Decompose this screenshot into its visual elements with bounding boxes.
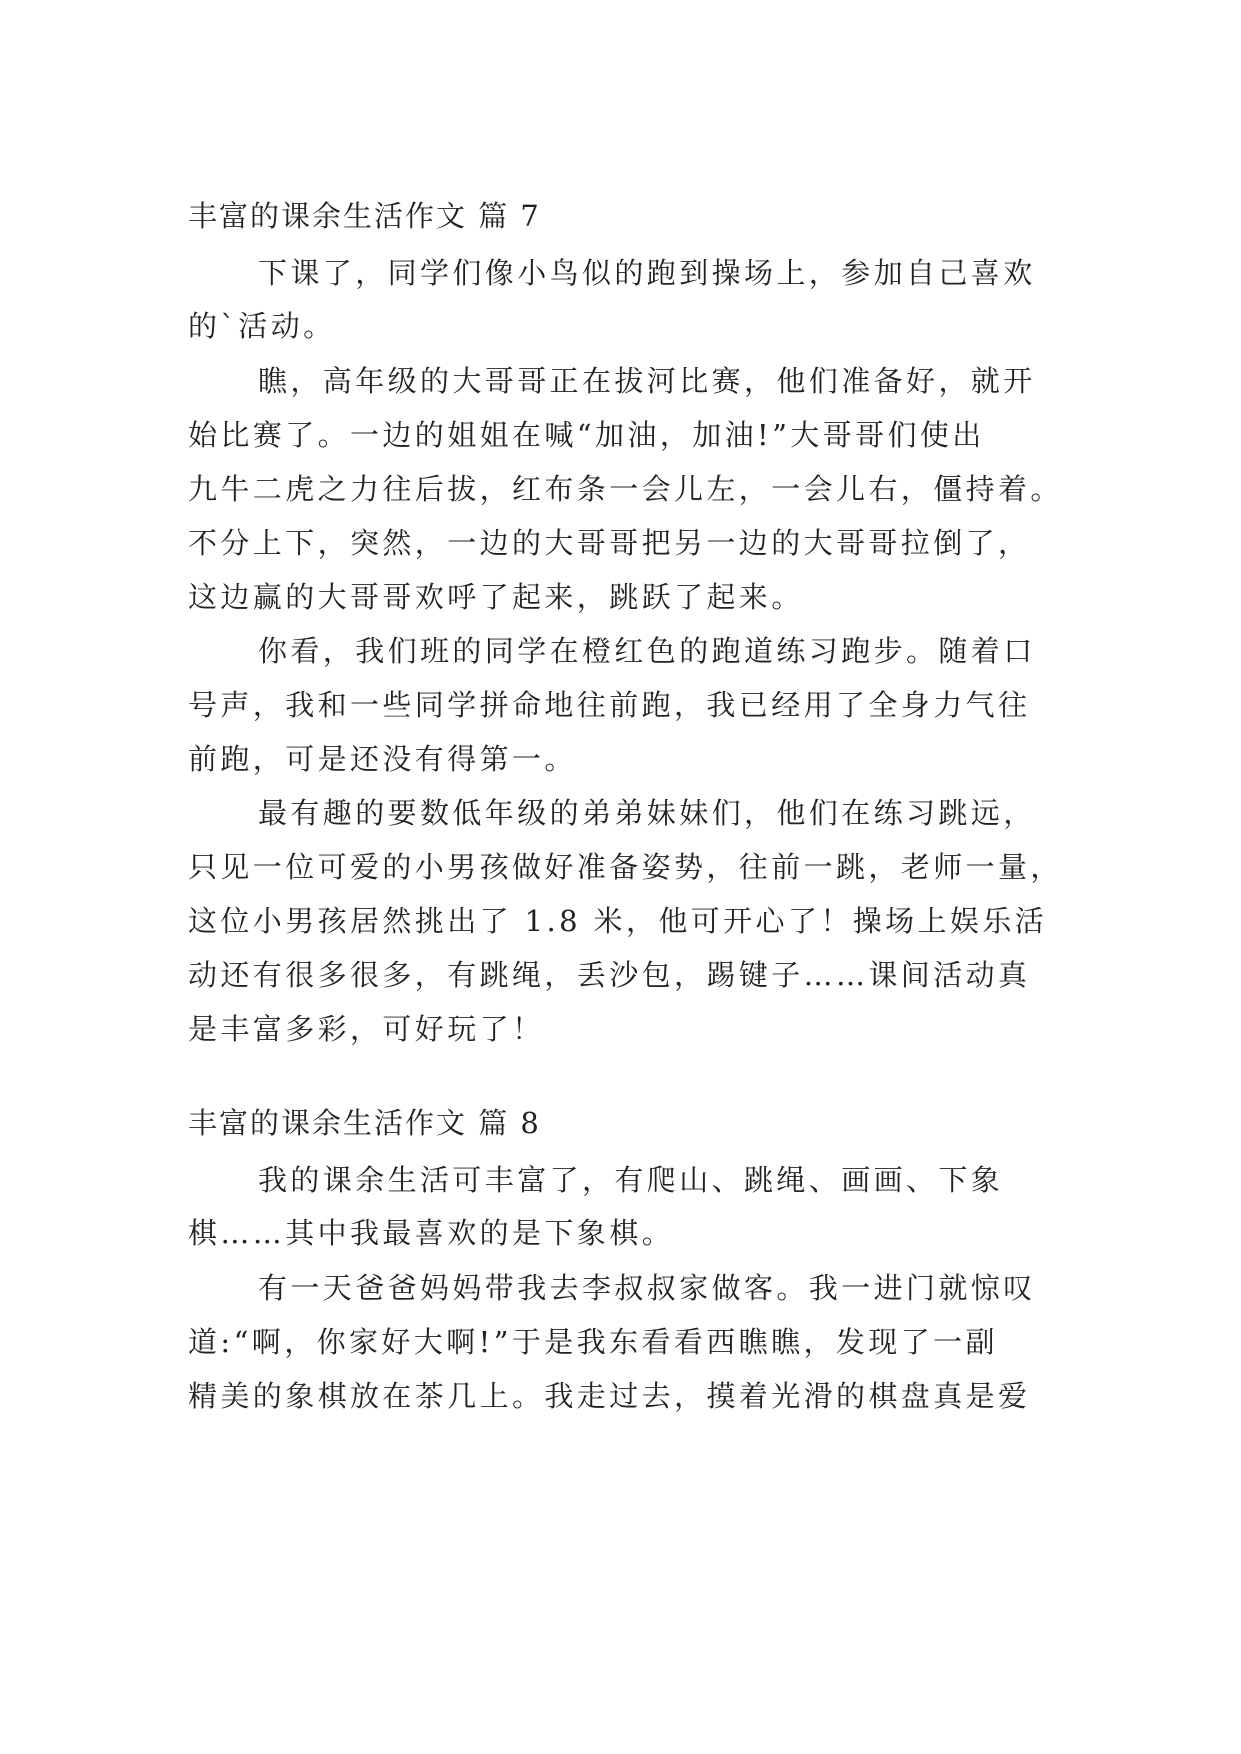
paragraph-line: 下课了，同学们像小鸟似的跑到操场上，参加自己喜欢 [258,256,1036,290]
paragraph-line: 道:“啊，你家好大啊!”于是我东看看西瞧瞧，发现了一副 [188,1325,998,1359]
paragraph-line: 棋……其中我最喜欢的是下象棋。 [188,1216,675,1250]
paragraph-line: 始比赛了。一边的姐姐在喊“加油，加油!”大哥哥们使出 [188,418,985,452]
paragraph-line: 只见一位可爱的小男孩做好准备姿势，往前一跳，老师一量， [188,850,1063,884]
paragraph-line: 有一天爸爸妈妈带我去李叔叔家做客。我一进门就惊叹 [258,1271,1036,1305]
paragraph-line: 不分上下，突然，一边的大哥哥把另一边的大哥哥拉倒了， [188,526,1031,560]
paragraph-line: 这边赢的大哥哥欢呼了起来，跳跃了起来。 [188,580,804,614]
paragraph-line: 你看，我们班的同学在橙红色的跑道练习跑步。随着口 [258,634,1036,668]
paragraph-line: 号声，我和一些同学拼命地往前跑，我已经用了全身力气往 [188,688,1031,722]
section-heading: 丰富的课余生活作文 篇 8 [188,1106,541,1140]
paragraph-line: 前跑，可是还没有得第一。 [188,742,577,776]
paragraph-line: 这位小男孩居然挑出了 1.8 米，他可开心了！操场上娱乐活 [188,904,1048,938]
paragraph-line: 是丰富多彩，可好玩了！ [188,1012,545,1046]
paragraph-line: 精美的象棋放在茶几上。我走过去，摸着光滑的棋盘真是爱 [188,1379,1031,1413]
paragraph-line: 动还有很多很多，有跳绳，丢沙包，踢键子……课间活动真 [188,958,1031,992]
paragraph-line: 九牛二虎之力往后拔，红布条一会儿左，一会儿右，僵持着。 [188,472,1063,506]
paragraph-line: 最有趣的要数低年级的弟弟妹妹们，他们在练习跳远， [258,796,1036,830]
paragraph-line: 瞧，高年级的大哥哥正在拔河比赛，他们准备好，就开 [258,364,1036,398]
section-heading: 丰富的课余生活作文 篇 7 [188,199,541,233]
paragraph-line: 我的课余生活可丰富了，有爬山、跳绳、画画、下象 [258,1163,1004,1197]
paragraph-line: 的`活动。 [188,309,336,343]
